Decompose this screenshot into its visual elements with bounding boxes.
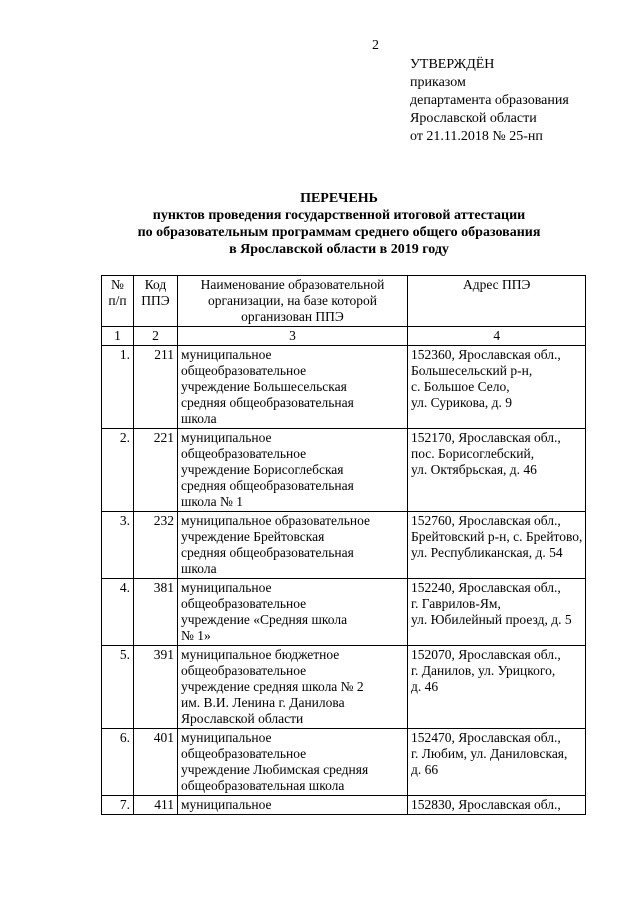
address-line: 152360, Ярославская обл.,: [411, 347, 561, 362]
organization-name-line: учреждение Борисоглебская: [181, 462, 344, 477]
ppe-code: 221: [134, 429, 178, 512]
organization-name: [178, 729, 408, 796]
organization-name-line: средняя общеобразовательная: [181, 395, 354, 410]
table-row: [102, 729, 586, 796]
ppe-code: 391: [134, 646, 178, 729]
ppe-address: [408, 729, 586, 796]
organization-name-line: средняя общеобразовательная: [181, 478, 354, 493]
approval-line: УТВЕРЖДЁН: [410, 57, 495, 72]
organization-name-line: общеобразовательная школа: [181, 778, 345, 793]
organization-name-line: учреждение Большесельская: [181, 379, 347, 394]
heading-line: по образовательным программам среднего общего образования: [137, 225, 541, 240]
address-line: Большесельский р-н,: [411, 363, 533, 378]
header-text: №: [111, 277, 124, 292]
organization-name: [178, 429, 408, 512]
organization-name-line: общеобразовательное: [181, 446, 307, 461]
address-line: д. 66: [411, 762, 439, 777]
approval-line: департамента образования: [410, 93, 569, 108]
header-text: организован ППЭ: [241, 309, 344, 324]
address-line: ул. Юбилейный проезд, д. 5: [411, 612, 572, 627]
address-line: г. Гаврилов-Ям,: [411, 596, 501, 611]
address-line: д. 46: [411, 679, 439, 694]
address-line: 152470, Ярославская обл.,: [411, 730, 561, 745]
approval-line: Ярославской области: [410, 111, 537, 126]
heading-line: пунктов проведения государственной итоговой аттестации: [152, 208, 526, 223]
page-number: 2: [372, 38, 379, 53]
heading-line: в Ярославской области в 2019 году: [229, 242, 449, 257]
table-row: [102, 796, 586, 815]
organization-name-line: учреждение Любимская средняя: [181, 762, 369, 777]
header-name: [178, 276, 408, 327]
organization-name-line: № 1»: [181, 628, 211, 643]
row-number: 3.: [102, 512, 134, 579]
address-line: пос. Борисоглебский,: [411, 446, 535, 461]
ppe-code: 211: [134, 346, 178, 429]
table-row: [102, 346, 586, 429]
ppe-code: 381: [134, 579, 178, 646]
organization-name-line: школа: [181, 561, 217, 576]
header-text: Код: [144, 277, 167, 292]
ppe-code: 411: [134, 796, 178, 815]
column-number: 1: [102, 327, 134, 346]
organization-name-line: муниципальное: [181, 797, 272, 812]
ppe-address: [408, 429, 586, 512]
row-number: 6.: [102, 729, 134, 796]
column-number: 2: [134, 327, 178, 346]
header-text: ППЭ: [141, 293, 170, 308]
column-number-row: [102, 327, 586, 346]
address-line: 152830, Ярославская обл.,: [411, 797, 561, 812]
approval-block: [410, 56, 569, 146]
organization-name-line: муниципальное: [181, 430, 272, 445]
organization-name-line: средняя общеобразовательная: [181, 545, 354, 560]
address-line: ул. Октябрьская, д. 46: [411, 462, 537, 477]
ppe-table: [101, 275, 586, 815]
address-line: г. Любим, ул. Даниловская,: [411, 746, 568, 761]
table-row: [102, 579, 586, 646]
header-num: [102, 276, 134, 327]
organization-name-line: муниципальное: [181, 580, 272, 595]
organization-name: [178, 579, 408, 646]
ppe-address: [408, 512, 586, 579]
row-number: 5.: [102, 646, 134, 729]
organization-name-line: учреждение Брейтовская: [181, 529, 325, 544]
table-row: [102, 429, 586, 512]
column-number: 4: [408, 327, 586, 346]
organization-name-line: учреждение средняя школа № 2: [181, 679, 364, 694]
header-code: [134, 276, 178, 327]
organization-name-line: им. В.И. Ленина г. Данилова: [181, 695, 345, 710]
address-line: 152170, Ярославская обл.,: [411, 430, 561, 445]
address-line: 152240, Ярославская обл.,: [411, 580, 561, 595]
organization-name-line: общеобразовательное: [181, 663, 307, 678]
row-number: 7.: [102, 796, 134, 815]
table-row: [102, 646, 586, 729]
column-number: 3: [178, 327, 408, 346]
ppe-address: [408, 579, 586, 646]
organization-name-line: общеобразовательное: [181, 363, 307, 378]
organization-name-line: общеобразовательное: [181, 596, 307, 611]
row-number: 2.: [102, 429, 134, 512]
organization-name-line: муниципальное образовательное: [181, 513, 371, 528]
ppe-code: 401: [134, 729, 178, 796]
ppe-code: 232: [134, 512, 178, 579]
approval-line: от 21.11.2018 № 25-нп: [410, 129, 543, 144]
header-text: Наименование образовательной: [200, 277, 385, 292]
organization-name: [178, 346, 408, 429]
organization-name: [178, 796, 408, 815]
address-line: Брейтовский р-н, с. Брейтово,: [411, 529, 583, 544]
ppe-address: [408, 796, 586, 815]
header-address: [408, 276, 586, 327]
row-number: 1.: [102, 346, 134, 429]
organization-name-line: муниципальное бюджетное: [181, 647, 340, 662]
organization-name-line: школа: [181, 411, 217, 426]
organization-name-line: муниципальное: [181, 730, 272, 745]
address-line: с. Большое Село,: [411, 379, 510, 394]
document-heading: [100, 190, 578, 258]
ppe-address: [408, 646, 586, 729]
table-row: [102, 512, 586, 579]
row-number: 4.: [102, 579, 134, 646]
organization-name-line: муниципальное: [181, 347, 272, 362]
organization-name-line: общеобразовательное: [181, 746, 307, 761]
approval-line: приказом: [410, 75, 466, 90]
heading-title: ПЕРЕЧЕНЬ: [300, 191, 378, 206]
organization-name: [178, 646, 408, 729]
organization-name: [178, 512, 408, 579]
address-line: 152070, Ярославская обл.,: [411, 647, 561, 662]
ppe-address: [408, 346, 586, 429]
organization-name-line: Ярославской области: [181, 711, 304, 726]
header-text: организации, на базе которой: [207, 293, 378, 308]
organization-name-line: школа № 1: [181, 494, 243, 509]
address-line: 152760, Ярославская обл.,: [411, 513, 561, 528]
address-line: ул. Республиканская, д. 54: [411, 545, 563, 560]
address-line: г. Данилов, ул. Урицкого,: [411, 663, 556, 678]
organization-name-line: учреждение «Средняя школа: [181, 612, 348, 627]
header-text: п/п: [108, 293, 127, 308]
header-text: Адрес ППЭ: [462, 277, 531, 292]
table-header-row: [102, 276, 586, 327]
address-line: ул. Сурикова, д. 9: [411, 395, 512, 410]
